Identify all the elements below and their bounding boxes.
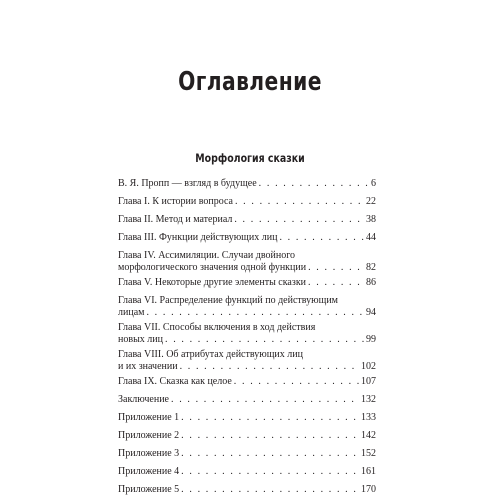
toc-page-number: 102	[361, 361, 376, 372]
toc-page-number: 132	[361, 394, 376, 405]
toc-line	[118, 295, 376, 307]
page-title: Оглавление	[178, 67, 322, 97]
toc-line	[118, 448, 376, 460]
dot-leader	[234, 376, 359, 388]
dot-leader	[181, 412, 359, 424]
toc-line	[118, 262, 376, 274]
toc-entry-title: Глава VIII. Об атрибутах действующих лиц	[118, 349, 303, 360]
toc-page-number: 6	[371, 178, 376, 189]
toc-entry-title: Глава IV. Ассимиляции. Случаи двойного	[118, 250, 296, 261]
toc-line	[118, 349, 376, 361]
toc-line	[118, 466, 376, 478]
toc-entry	[118, 484, 376, 496]
dot-leader	[165, 334, 364, 346]
toc-entry-title: Глава V. Некоторые другие элементы сказки	[118, 277, 307, 288]
toc-page-number: 170	[361, 484, 376, 495]
toc-line	[118, 430, 376, 442]
toc-entry-title: лицам	[118, 307, 145, 318]
toc-page-number: 22	[366, 196, 376, 207]
dot-leader	[181, 466, 359, 478]
toc-entry-title: Приложение 3	[118, 448, 180, 459]
toc-entry-title: Приложение 2	[118, 430, 180, 441]
toc-page-number: 133	[361, 412, 376, 423]
toc-entry-title: Глава VI. Распределение функций по действующим	[118, 295, 338, 306]
toc-entry	[118, 232, 376, 244]
toc-entry-title: Приложение 5	[118, 484, 180, 495]
toc-entry	[118, 376, 376, 388]
toc-line	[118, 178, 376, 190]
toc-page-number: 99	[366, 334, 376, 345]
toc-page-number: 38	[366, 214, 376, 225]
toc-entry	[118, 196, 376, 208]
toc-line	[118, 376, 376, 388]
dot-leader	[181, 484, 359, 496]
toc-entry	[118, 214, 376, 226]
toc-entry-title: Глава I. К истории вопроса	[118, 196, 233, 207]
toc-line	[118, 232, 376, 244]
toc-page-number: 82	[366, 262, 376, 273]
toc-line	[118, 322, 376, 334]
toc-entry-title: и их значении	[118, 361, 178, 372]
toc-entry-title: В. Я. Пропп — взгляд в будущее	[118, 178, 257, 189]
toc-entry	[118, 295, 376, 319]
toc-entry-title: Глава IX. Сказка как целое	[118, 376, 232, 387]
toc-line	[118, 484, 376, 496]
toc-entry	[118, 430, 376, 442]
dot-leader	[308, 277, 364, 289]
toc-page-number: 152	[361, 448, 376, 459]
dot-leader	[181, 448, 359, 460]
toc-entry	[118, 412, 376, 424]
dot-leader	[308, 262, 364, 274]
toc-line	[118, 277, 376, 289]
toc-line	[118, 412, 376, 424]
toc-entry-title: Приложение 4	[118, 466, 180, 477]
toc-entry-title: Глава III. Функции действующих лиц	[118, 232, 278, 243]
toc-line	[118, 214, 376, 226]
toc-line	[118, 361, 376, 373]
section-title: Морфология сказки	[195, 151, 305, 165]
dot-leader	[146, 307, 364, 319]
toc-page-number: 44	[366, 232, 376, 243]
toc-entry	[118, 466, 376, 478]
dot-leader	[279, 232, 364, 244]
toc-entry	[118, 322, 376, 346]
toc-line	[118, 196, 376, 208]
toc-page-number: 86	[366, 277, 376, 288]
dot-leader	[181, 430, 359, 442]
dot-leader	[234, 214, 364, 226]
toc-entry	[118, 349, 376, 373]
toc-entry	[118, 277, 376, 289]
dot-leader	[259, 178, 369, 190]
toc-entry-title: Глава VII. Способы включения в ход действия	[118, 322, 316, 333]
toc-line	[118, 334, 376, 346]
toc-page-number: 142	[361, 430, 376, 441]
toc-page-number: 161	[361, 466, 376, 477]
toc-page-number: 107	[361, 376, 376, 387]
dot-leader	[235, 196, 364, 208]
toc-entry	[118, 394, 376, 406]
toc-entry	[118, 448, 376, 460]
dot-leader	[171, 394, 359, 406]
toc-entry-title: Заключение	[118, 394, 169, 405]
toc-line	[118, 394, 376, 406]
dot-leader	[180, 361, 359, 373]
toc-entry	[118, 178, 376, 190]
toc-entry-title: морфологического значения одной функции	[118, 262, 307, 273]
toc-entry-title: Глава II. Метод и материал	[118, 214, 233, 225]
toc-entry-title: новых лиц	[118, 334, 163, 345]
toc-entry	[118, 250, 376, 274]
toc-line	[118, 307, 376, 319]
toc-entry-title: Приложение 1	[118, 412, 180, 423]
toc-page-number: 94	[366, 307, 376, 318]
toc-line	[118, 250, 376, 262]
